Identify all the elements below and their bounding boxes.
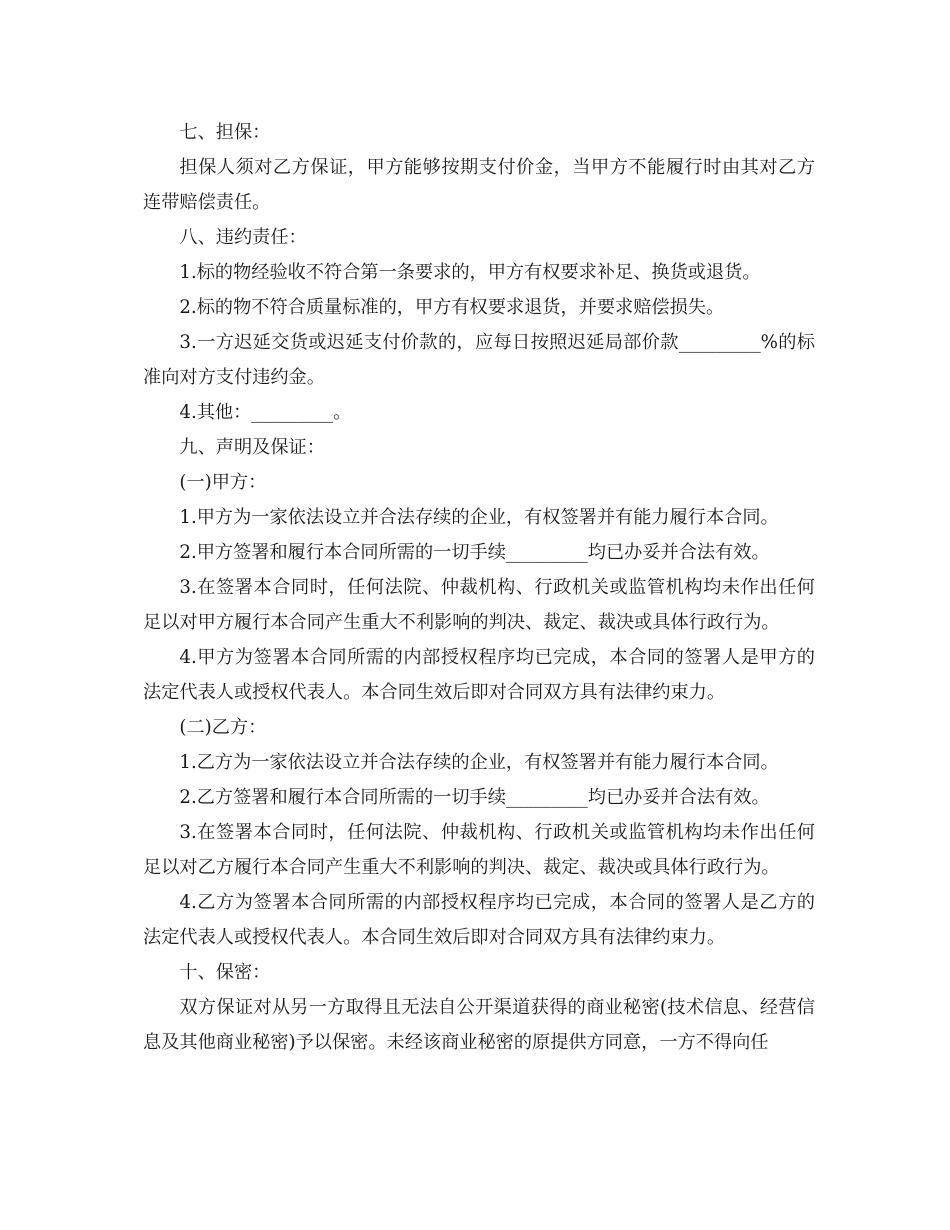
section-heading-confidentiality: 十、保密： [179,962,271,983]
party-a-clause-3: 3.在签署本合同时，任何法院、仲裁机构、行政机关或监管机构均未作出任何足以对甲方履行本合同产生重大不利影响的判决、裁定、裁决或具体行政行为。 [143,577,815,633]
party-b-clause-4: 4.乙方为签署本合同所需的内部授权程序均已完成，本合同的签署人是乙方的法定代表人或授权代表人。本合同生效后即对合同双方具有法律约束力。 [143,892,815,948]
section-heading-guarantee: 七、担保： [179,122,271,143]
section-heading-liability: 八、违约责任： [179,227,307,248]
party-b-clause-2: 2.乙方签署和履行本合同所需的一切手续_________均已办妥并合法有效。 [179,787,770,808]
liability-clause-4: 4.其他：_________。 [179,402,352,423]
section-heading-representations: 九、声明及保证： [179,437,325,458]
liability-clause-1: 1.标的物经验收不符合第一条要求的，甲方有权要求补足、换货或退货。 [179,262,761,283]
paragraph-guarantee: 担保人须对乙方保证，甲方能够按期支付价金，当甲方不能履行时由其对乙方连带赔偿责任。 [143,157,815,213]
party-a-clause-1: 1.甲方为一家依法设立并合法存续的企业，有权签署并有能力履行本合同。 [179,507,779,528]
party-b-clause-3: 3.在签署本合同时，任何法院、仲裁机构、行政机关或监管机构均未作出任何足以对乙方履行本合同产生重大不利影响的判决、裁定、裁决或具体行政行为。 [143,822,815,878]
paragraph-confidentiality: 双方保证对从另一方取得且无法自公开渠道获得的商业秘密(技术信息、经营信息及其他商业秘密)予以保密。未经该商业秘密的原提供方同意，一方不得向任 [143,997,815,1053]
liability-clause-2: 2.标的物不符合质量标准的，甲方有权要求退货，并要求赔偿损失。 [179,297,725,318]
party-b-clause-1: 1.乙方为一家依法设立并合法存续的企业，有权签署并有能力履行本合同。 [179,752,779,773]
party-a-clause-2: 2.甲方签署和履行本合同所需的一切手续_________均已办妥并合法有效。 [179,542,770,563]
liability-clause-3: 3.一方迟延交货或迟延支付价款的，应每日按照迟延局部价款_________%的标准向对方支付违约金。 [143,332,815,388]
party-a-clause-4: 4.甲方为签署本合同所需的内部授权程序均已完成，本合同的签署人是甲方的法定代表人或授权代表人。本合同生效后即对合同双方具有法律约束力。 [143,647,815,703]
subheading-party-b: (二)乙方： [179,717,267,738]
subheading-party-a: (一)甲方： [179,472,267,493]
document-body [143,115,815,1060]
